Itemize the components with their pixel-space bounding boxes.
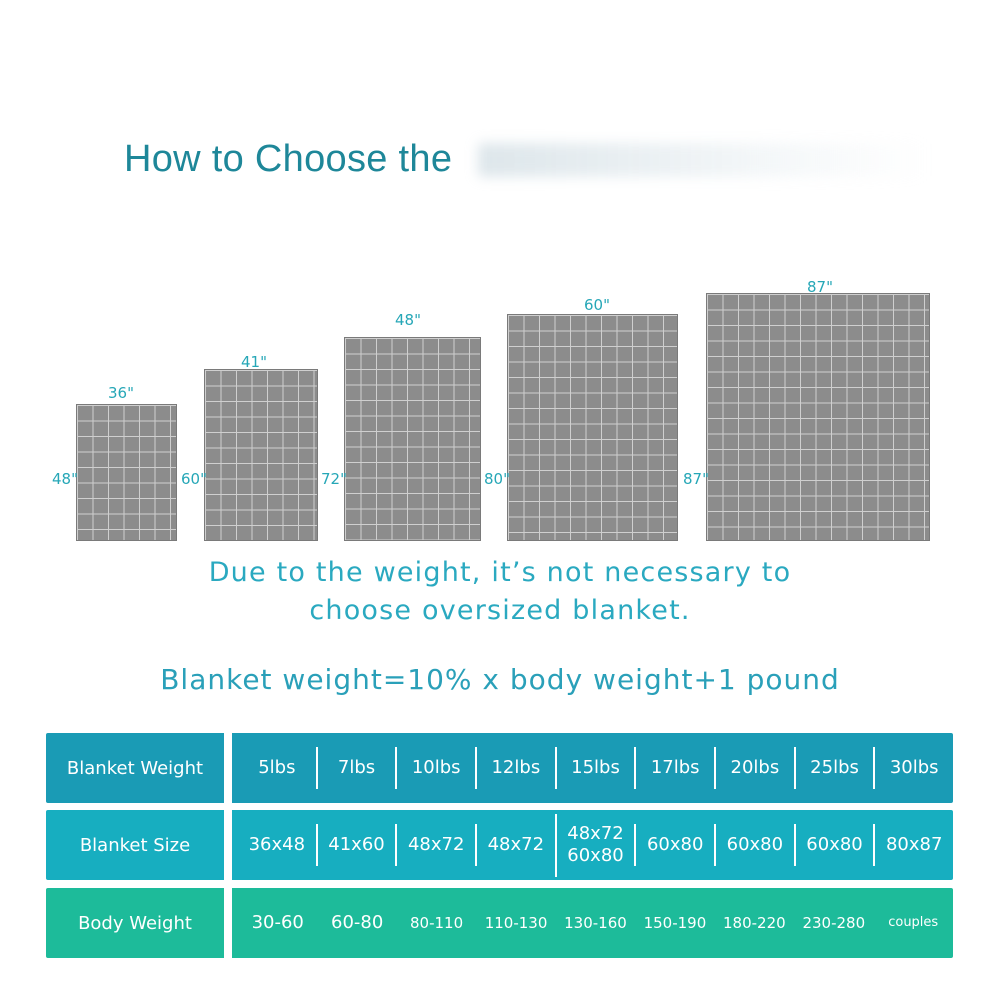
blanket-1-width: 36" [108, 384, 134, 402]
body-weight-cell: 230-280 [802, 914, 866, 932]
weight-cell: 15lbs [555, 747, 635, 789]
size-cell: 60x80 [634, 824, 714, 866]
body-weight-cell: 30-60 [251, 912, 304, 933]
blanket-5-height: 87" [683, 470, 709, 488]
size-cell: 48x72 [395, 824, 475, 866]
note-line-1: Due to the weight, it’s not necessary to [208, 557, 792, 588]
blanket-4-width: 60" [584, 296, 610, 314]
blanket-size-row [46, 810, 953, 880]
blanket-3 [344, 337, 481, 541]
blanket-5 [706, 293, 930, 541]
size-cell: 60x80 [714, 824, 794, 866]
blanket-4-height: 80" [484, 470, 510, 488]
size-cell: 60x80 [794, 824, 874, 866]
size-cell: 48x72 [475, 824, 555, 866]
blanket-1-height: 48" [52, 470, 78, 488]
blanket-weight-label: Blanket Weight [46, 733, 232, 803]
weight-cell: 20lbs [714, 747, 794, 789]
note-line-2: choose oversized blanket. [309, 595, 691, 626]
blanket-4 [507, 314, 678, 541]
size-cell: 80x87 [873, 824, 953, 866]
body-weight-cell: 150-190 [643, 914, 707, 932]
blanket-2-width: 41" [241, 353, 267, 371]
body-weight-cell: 110-130 [484, 914, 548, 932]
body-weight-cell: 80-110 [410, 914, 464, 932]
weight-cell: 17lbs [634, 747, 714, 789]
body-weight-cell: 130-160 [564, 914, 627, 932]
size-cell-bottom: 60x80 [567, 845, 624, 866]
blanket-2 [204, 369, 318, 541]
size-cell-top: 48x72 [567, 823, 624, 844]
blanket-2-height: 60" [181, 470, 207, 488]
weight-cell: 12lbs [475, 747, 555, 789]
weight-cell: 10lbs [395, 747, 475, 789]
weight-cell: 7lbs [316, 747, 396, 789]
blanket-1 [76, 404, 177, 541]
size-cell: 36x48 [248, 834, 306, 855]
body-weight-cell: 180-220 [723, 914, 786, 932]
blanket-weight-row [46, 733, 953, 803]
weight-cell: 25lbs [794, 747, 874, 789]
body-weight-label: Body Weight [46, 888, 232, 958]
page-title: How to Choose the [124, 138, 453, 180]
body-weight-cell: 60-80 [331, 912, 384, 933]
size-cell: 41x60 [316, 824, 396, 866]
weight-cell: 30lbs [873, 747, 953, 789]
blanket-3-width: 48" [395, 311, 421, 329]
blanket-3-height: 72" [321, 470, 347, 488]
blanket-size-label: Blanket Size [46, 810, 232, 880]
weight-formula: Blanket weight=10% x body weight+1 pound [160, 663, 840, 696]
blanket-5-width: 87" [807, 278, 833, 296]
body-weight-cell: couples [888, 915, 939, 930]
weight-cell: 5lbs [258, 757, 296, 778]
blurred-title-text [478, 143, 928, 177]
size-cell-dual [555, 814, 635, 877]
body-weight-row [46, 888, 953, 958]
